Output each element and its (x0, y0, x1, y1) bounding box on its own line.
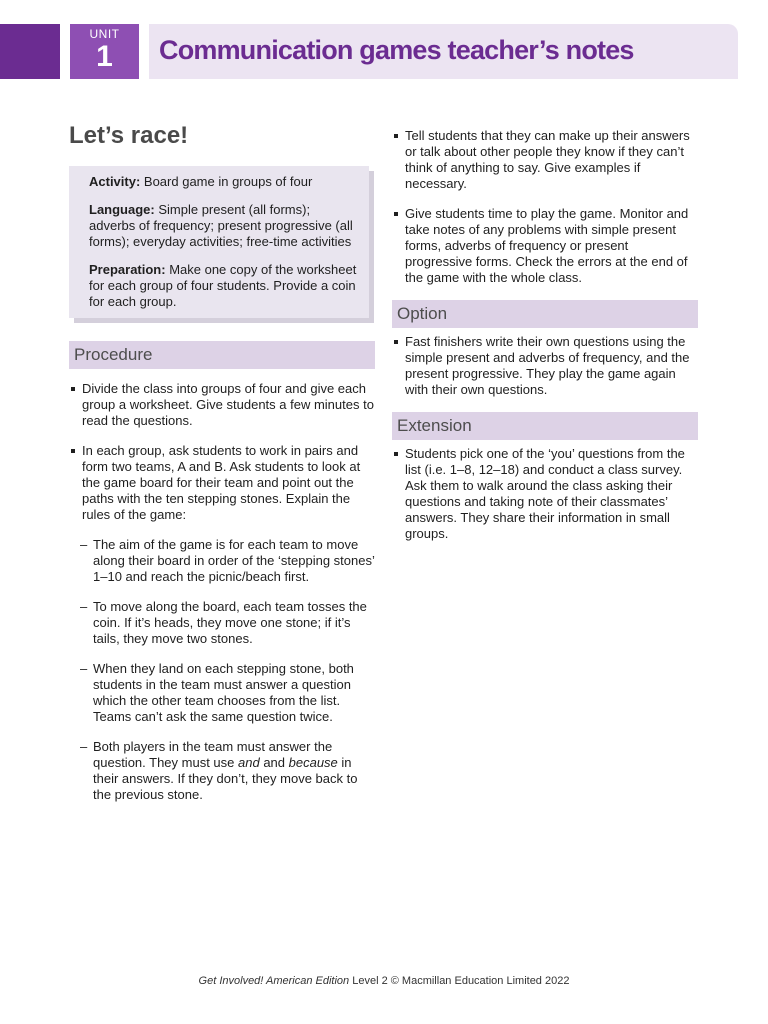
preparation-line (89, 262, 359, 310)
header-color-block (0, 24, 60, 79)
language-label: Language: (89, 202, 155, 217)
activity-text: Board game in groups of four (140, 174, 313, 189)
right-column (392, 128, 698, 556)
rule4-text-a: Both players in the team must answer the question. They must use (93, 739, 333, 770)
procedure-bullet-3: Tell students that they can make up their answers or talk about other people they know if they can’t think of anything to say. Give examples if necessary. (392, 128, 698, 192)
activity-title: Let’s race! (69, 122, 189, 149)
option-list (392, 334, 698, 398)
procedure-bullet-4: Give students time to play the game. Monitor and take notes of any problems with simple present forms, adverbs of frequency or present progressive forms. Check the errors at the end of the game with the whole class. (392, 206, 698, 286)
procedure-list-continued (392, 128, 698, 286)
preparation-text: Make one copy of the worksheet for each group of four students. Provide a coin for each group. (89, 262, 357, 309)
left-column (69, 122, 375, 817)
footer-book-title: Get Involved! American Edition (198, 975, 350, 987)
procedure-bullet-1: Divide the class into groups of four and give each group a worksheet. Give students a few minutes to read the questions. (69, 381, 375, 429)
rule-item-1: – The aim of the game is for each team to move along their board in order of the ‘stepping stones’ 1–10 and reach the picnic/beach first. (69, 537, 375, 585)
activity-info-box (69, 166, 369, 318)
extension-bullet: Students pick one of the ‘you’ questions from the list (i.e. 1–8, 12–18) and conduct a class survey. Ask them to walk around the class asking their questions and taking note of their classmates’ answers. They share their information in small groups. (392, 446, 698, 542)
unit-label: UNIT (89, 27, 120, 41)
rule4-text-c: in their answers. If they don’t, they move back to the previous stone. (93, 755, 358, 802)
procedure-bullet-2: In each group, ask students to work in pairs and form two teams, A and B. Ask students to look at the game board for their team and point out the paths with the ten stepping stones. Explain the rules of the game: (69, 443, 375, 523)
option-heading: Option (392, 300, 698, 328)
game-rules-list (69, 537, 375, 803)
option-bullet: Fast finishers write their own questions using the simple present and adverbs of frequency, and the present progressive. They play the game again with their own questions. (392, 334, 698, 398)
rule4-because: because (288, 755, 338, 770)
extension-heading: Extension (392, 412, 698, 440)
rule-item-2: – To move along the board, each team tosses the coin. If it’s heads, they move one stone; if it’s tails, they move two stones. (69, 599, 375, 647)
extension-list (392, 446, 698, 542)
rule4-text-b: and (259, 755, 289, 770)
activity-label: Activity: (89, 174, 141, 189)
unit-number: 1 (96, 40, 113, 73)
page-title: Communication games teacher’s notes (159, 35, 634, 65)
rule-item-3: – When they land on each stepping stone, both students in the team must answer a question which the other team chooses from the list. Teams can’t ask the same question twice. (69, 661, 375, 725)
procedure-list (69, 381, 375, 523)
procedure-heading: Procedure (69, 341, 375, 369)
page-footer (0, 975, 768, 987)
unit-badge (70, 24, 139, 79)
preparation-label: Preparation: (89, 262, 166, 277)
rule4-and: and (238, 755, 260, 770)
activity-line (89, 174, 359, 190)
rule-item-4 (69, 739, 375, 803)
language-text: Simple present (all forms); adverbs of frequency; present progressive (all forms); everyday activities; free-time activities (89, 202, 353, 249)
title-bar (149, 24, 738, 79)
language-line (89, 202, 359, 250)
footer-copyright: Level 2 © Macmillan Education Limited 2022 (349, 975, 570, 987)
